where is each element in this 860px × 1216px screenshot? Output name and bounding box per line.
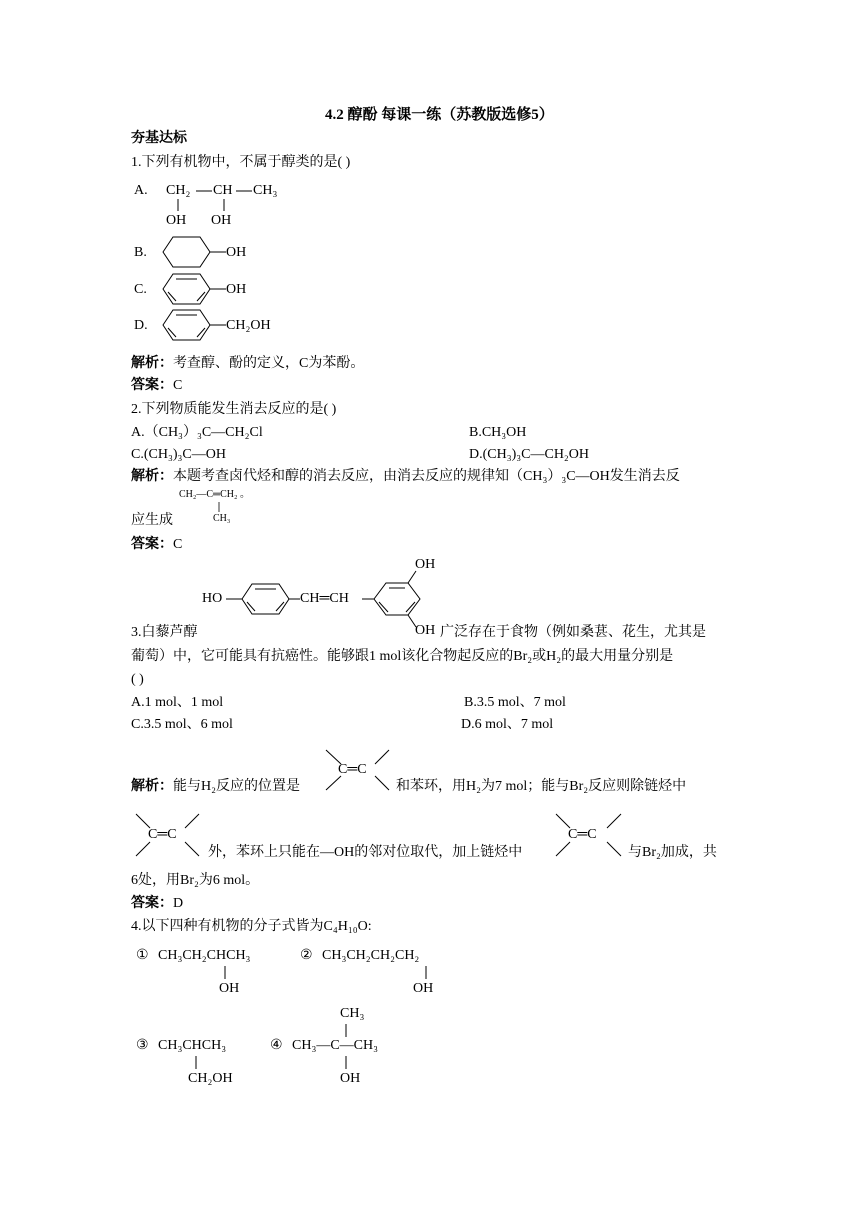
q1-d-ch2oh: CH₂OH bbox=[226, 318, 271, 333]
q4-m4-main: CH₃—C—CH₃ bbox=[292, 1038, 378, 1053]
q3-alkene-2-label: C═C bbox=[148, 827, 177, 842]
q1-option-b-label: B. bbox=[134, 245, 147, 260]
q3-option-c: C.3.5 mol、6 mol bbox=[131, 717, 233, 732]
q3-option-b: B.3.5 mol、7 mol bbox=[464, 695, 566, 710]
q2-option-b: B.CH₃OH bbox=[469, 425, 527, 440]
q3-analysis-p5: 6处，用Br₂为6 mol。 bbox=[131, 873, 260, 888]
q3-analysis-p2: 和苯环，用H₂为7 mol；能与Br₂反应则除链烃中 bbox=[396, 779, 687, 794]
q1-option-c-label: C. bbox=[134, 282, 147, 297]
q3-option-a: A.1 mol、1 mol bbox=[131, 695, 224, 710]
page-title: 4.2 醇酚 每课一练（苏教版选修5） bbox=[325, 107, 554, 123]
q1-option-d-label: D. bbox=[134, 318, 148, 333]
q3-stem-line2: 葡萄）中，它可能具有抗癌性。能够跟1 mol该化合物起反应的Br₂或H₂的最大用量分别是 bbox=[131, 649, 674, 664]
q2-option-c: C.(CH₃)₃C—OH bbox=[131, 447, 226, 462]
q1-a-ch2: CH₂ bbox=[166, 183, 191, 198]
q3-alkene-3-label: C═C bbox=[568, 827, 597, 842]
q3-stem-start: 3.白藜芦醇 bbox=[131, 625, 198, 640]
q1-a-oh2: OH bbox=[211, 213, 232, 228]
q4-m1-number: ① bbox=[136, 948, 149, 963]
q4-m3-number: ③ bbox=[136, 1038, 149, 1053]
q1-a-ch: CH bbox=[213, 183, 233, 198]
q1-a-oh1: OH bbox=[166, 213, 187, 228]
q4-m2-oh: OH bbox=[413, 981, 434, 996]
q2-analysis-text: 本题考查卤代烃和醇的消去反应，由消去反应的规律知（CH₃）₃C—OH发生消去反 bbox=[173, 469, 680, 484]
q3-vinylene: CH═CH bbox=[300, 591, 349, 606]
q4-stem: 4.以下四种有机物的分子式皆为C₄H₁₀O: bbox=[131, 919, 372, 934]
q2-answer-value: C bbox=[173, 537, 183, 552]
q3-stem-end: 广泛存在于食物（例如桑葚、花生，尤其是 bbox=[440, 625, 706, 640]
q4-m4-oh: OH bbox=[340, 1071, 361, 1086]
q3-answer-label: 答案： bbox=[131, 896, 173, 911]
q3-analysis-p1: 能与H₂反应的位置是 bbox=[173, 779, 300, 794]
q1-analysis-text: 考查醇、酚的定义，C为苯酚。 bbox=[173, 356, 365, 371]
q1-stem: 1.下列有机物中，不属于醇类的是( ) bbox=[131, 155, 351, 170]
q2-option-a: A.（CH₃）₃C—CH₂Cl bbox=[131, 425, 263, 440]
q3-oh-bottom: OH bbox=[415, 623, 436, 638]
q3-analysis-label: 解析： bbox=[131, 779, 173, 794]
q3-ho: HO bbox=[202, 591, 223, 606]
q1-answer-value: C bbox=[173, 378, 183, 393]
q4-m3-main: CH₃CHCH₃ bbox=[158, 1038, 227, 1053]
q3-alkene-1-label: C═C bbox=[338, 762, 367, 777]
q2-product-period: 。 bbox=[240, 489, 251, 500]
q2-option-d: D.(CH₃)₃C—CH₂OH bbox=[469, 447, 590, 462]
q3-analysis-p3: 外，苯环上只能在—OH的邻对位取代，加上链烃中 bbox=[208, 845, 523, 860]
q4-m2-number: ② bbox=[300, 948, 313, 963]
q3-analysis-p4: 与Br₂加成，共 bbox=[628, 845, 717, 860]
q3-option-d: D.6 mol、7 mol bbox=[461, 717, 554, 732]
q2-stem: 2.下列物质能发生消去反应的是( ) bbox=[131, 402, 337, 417]
section-heading: 夯基达标 bbox=[131, 131, 187, 146]
q2-analysis-label: 解析： bbox=[131, 469, 173, 484]
q1-answer-label: 答案： bbox=[131, 378, 173, 393]
q4-m4-top: CH₃ bbox=[340, 1006, 365, 1021]
q1-analysis-label: 解析： bbox=[131, 356, 173, 371]
q1-a-ch3: CH₃ bbox=[253, 183, 278, 198]
q2-product-formula: CH₂—C═CH₂ bbox=[179, 489, 238, 500]
q4-m4-number: ④ bbox=[270, 1038, 283, 1053]
q3-answer-value: D bbox=[173, 896, 184, 911]
q4-m1-main: CH₃CH₂CHCH₃ bbox=[158, 948, 251, 963]
q1-c-oh: OH bbox=[226, 282, 247, 297]
q4-m3-ch2oh: CH₂OH bbox=[188, 1071, 233, 1086]
q4-m2-main: CH₃CH₂CH₂CH₂ bbox=[322, 948, 420, 963]
q3-stem-line3: ( ) bbox=[131, 672, 144, 687]
q2-answer-label: 答案： bbox=[131, 537, 173, 552]
q1-option-a-label: A. bbox=[134, 183, 148, 198]
q2-product-methyl: CH₃ bbox=[213, 513, 231, 524]
q2-analysis-cont: 应生成 bbox=[131, 513, 173, 528]
q3-oh-top: OH bbox=[415, 557, 436, 572]
q4-m1-oh: OH bbox=[219, 981, 240, 996]
q1-b-oh: OH bbox=[226, 245, 247, 260]
